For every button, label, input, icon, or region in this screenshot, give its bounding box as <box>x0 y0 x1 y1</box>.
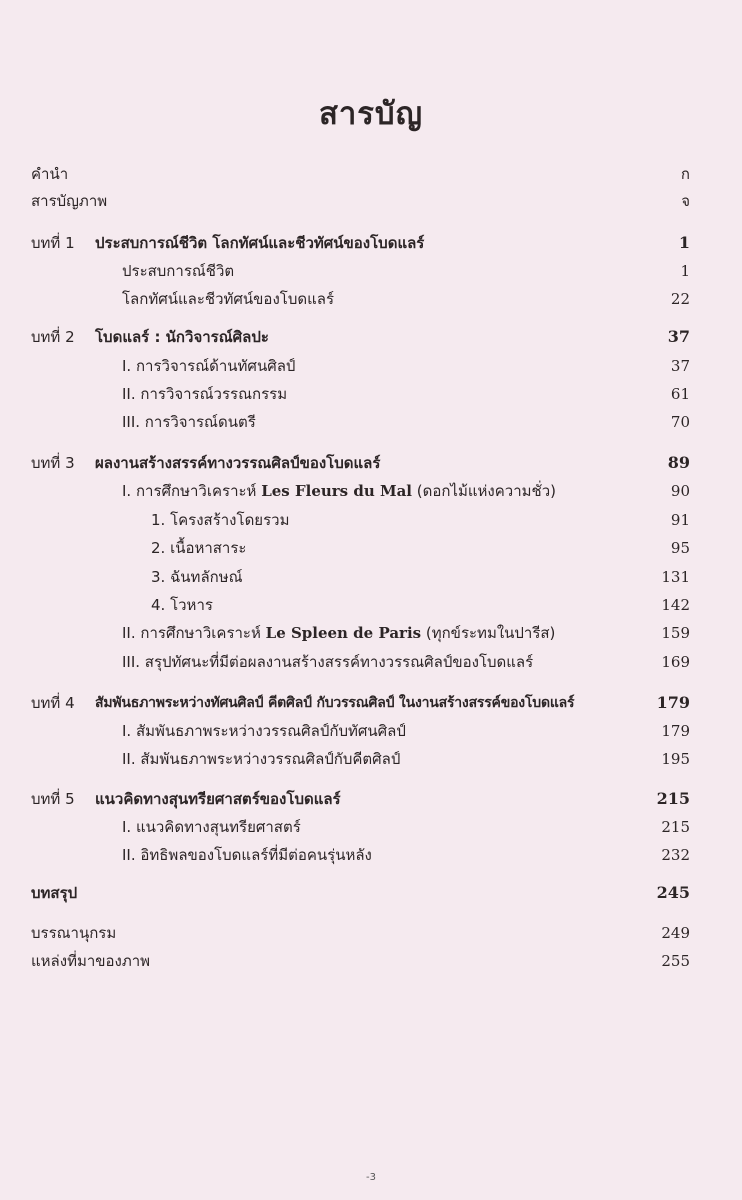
entry-label-pre: I. การศึกษาวิเคราะห์ <box>122 482 262 500</box>
entry-page: 249 <box>661 924 690 942</box>
entry-page: 1 <box>680 262 690 280</box>
chapter-page: 245 <box>656 883 690 902</box>
entry-label <box>122 476 556 506</box>
chapter-number: บทที่ 1 <box>31 234 75 252</box>
toc-entry[interactable] <box>0 379 742 409</box>
chapter-page: 89 <box>667 453 690 472</box>
page-title: สารบัญ <box>318 96 424 132</box>
toc-chapter-1[interactable] <box>0 228 742 258</box>
entry-page: 95 <box>670 539 690 557</box>
entry-label: I. การวิจารณ์ด้านทัศนศิลป์ <box>122 357 296 375</box>
chapter-page: 37 <box>667 327 690 346</box>
toc-entry-image-sources[interactable] <box>0 946 742 976</box>
toc-entry[interactable] <box>0 716 742 746</box>
chapter-page: 1 <box>678 233 690 252</box>
entry-page: ก <box>680 165 690 183</box>
chapter-number: บทที่ 3 <box>31 454 75 472</box>
toc-entry[interactable] <box>0 618 742 648</box>
entry-page: 232 <box>661 846 690 864</box>
chapter-title: โบดแลร์ : นักวิจารณ์ศิลปะ <box>95 328 269 346</box>
toc-entry[interactable] <box>0 744 742 774</box>
toc-entry[interactable] <box>0 562 742 592</box>
entry-label: 4. โวหาร <box>151 596 213 614</box>
entry-page: 159 <box>661 624 690 642</box>
toc-entry[interactable] <box>0 284 742 314</box>
entry-label: 3. ฉันทลักษณ์ <box>151 568 243 586</box>
entry-label: III. การวิจารณ์ดนตรี <box>122 413 256 431</box>
entry-page: 90 <box>670 482 690 500</box>
toc-entry-preface[interactable] <box>0 159 742 189</box>
chapter-page: 179 <box>656 693 690 712</box>
entry-label-pre: II. การศึกษาวิเคราะห์ <box>122 624 266 642</box>
entry-page: 179 <box>661 722 690 740</box>
toc-chapter-3[interactable] <box>0 448 742 478</box>
toc-entry[interactable] <box>0 505 742 535</box>
entry-label: ประสบการณ์ชีวิต <box>122 262 235 280</box>
entry-page: 255 <box>661 952 690 970</box>
entry-label: I. แนวคิดทางสุนทรียศาสตร์ <box>122 818 301 836</box>
entry-label: I. สัมพันธภาพระหว่างวรรณศิลป์กับทัศนศิลป์ <box>122 722 406 740</box>
chapter-title: ประสบการณ์ชีวิต โลกทัศน์และชีวทัศน์ของโบดแลร์ <box>95 234 425 252</box>
chapter-title: บทสรุป <box>31 884 78 902</box>
chapter-title: ผลงานสร้างสรรค์ทางวรรณศิลป์ของโบดแลร์ <box>95 454 381 472</box>
toc-chapter-4[interactable] <box>0 688 742 718</box>
entry-label: บรรณานุกรม <box>31 924 117 942</box>
entry-page: 142 <box>661 596 690 614</box>
toc-entry[interactable] <box>0 256 742 286</box>
chapter-number: บทที่ 5 <box>31 790 75 808</box>
entry-page: 61 <box>670 385 690 403</box>
entry-label: II. การวิจารณ์วรรณกรรม <box>122 385 288 403</box>
toc-entry[interactable] <box>0 840 742 870</box>
chapter-number: บทที่ 2 <box>31 328 75 346</box>
entry-page: 169 <box>661 653 690 671</box>
entry-page: 195 <box>661 750 690 768</box>
entry-page: 22 <box>670 290 690 308</box>
toc-entry[interactable] <box>0 407 742 437</box>
entry-label: 1. โครงสร้างโดยรวม <box>151 511 290 529</box>
chapter-page: 215 <box>656 789 690 808</box>
toc-chapter-5[interactable] <box>0 784 742 814</box>
entry-label: คำนำ <box>31 165 69 183</box>
toc-entry[interactable] <box>0 812 742 842</box>
entry-label: 2. เนื้อหาสาระ <box>151 539 247 557</box>
chapter-title: สัมพันธภาพระหว่างทัศนศิลป์ คีตศิลป์ กับวรรณศิลป์ ในงานสร้างสรรค์ของโบดแลร์ <box>95 695 575 711</box>
entry-page: จ <box>681 192 690 210</box>
entry-page: 70 <box>670 413 690 431</box>
entry-label-latin-title: Les Fleurs du Mal <box>261 482 412 500</box>
entry-page: 131 <box>661 568 690 586</box>
toc-chapter-2[interactable] <box>0 322 742 352</box>
toc-entry[interactable] <box>0 590 742 620</box>
entry-page: 215 <box>661 818 690 836</box>
entry-label <box>122 618 555 648</box>
entry-label: III. สรุปทัศนะที่มีต่อผลงานสร้างสรรค์ทางวรรณศิลป์ของโบดแลร์ <box>122 653 534 671</box>
toc-entry[interactable] <box>0 533 742 563</box>
entry-label: II. สัมพันธภาพระหว่างวรรณศิลป์กับคีตศิลป์ <box>122 750 401 768</box>
toc-entry[interactable] <box>0 647 742 677</box>
toc-entry-bibliography[interactable] <box>0 918 742 948</box>
entry-label: โลกทัศน์และชีวทัศน์ของโบดแลร์ <box>122 290 334 308</box>
chapter-title: แนวคิดทางสุนทรียศาสตร์ของโบดแลร์ <box>95 790 341 808</box>
toc-conclusion[interactable] <box>0 878 742 908</box>
entry-page: 37 <box>670 357 690 375</box>
entry-label-post: (ดอกไม้แห่งความชั่ว) <box>411 482 556 500</box>
chapter-number: บทที่ 4 <box>31 694 75 712</box>
toc-entry[interactable] <box>0 476 742 506</box>
page-folio: -3 <box>366 1172 376 1183</box>
entry-label: แหล่งที่มาของภาพ <box>31 952 151 970</box>
entry-label-post: (ทุกข์ระทมในปารีส) <box>421 624 556 642</box>
entry-page: 91 <box>670 511 690 529</box>
entry-label: สารบัญภาพ <box>31 192 108 210</box>
entry-label-latin-title: Le Spleen de Paris <box>265 624 422 642</box>
entry-label: II. อิทธิพลของโบดแลร์ที่มีต่อคนรุ่นหลัง <box>122 846 372 864</box>
toc-entry[interactable] <box>0 351 742 381</box>
toc-entry-list-of-figures[interactable] <box>0 186 742 216</box>
